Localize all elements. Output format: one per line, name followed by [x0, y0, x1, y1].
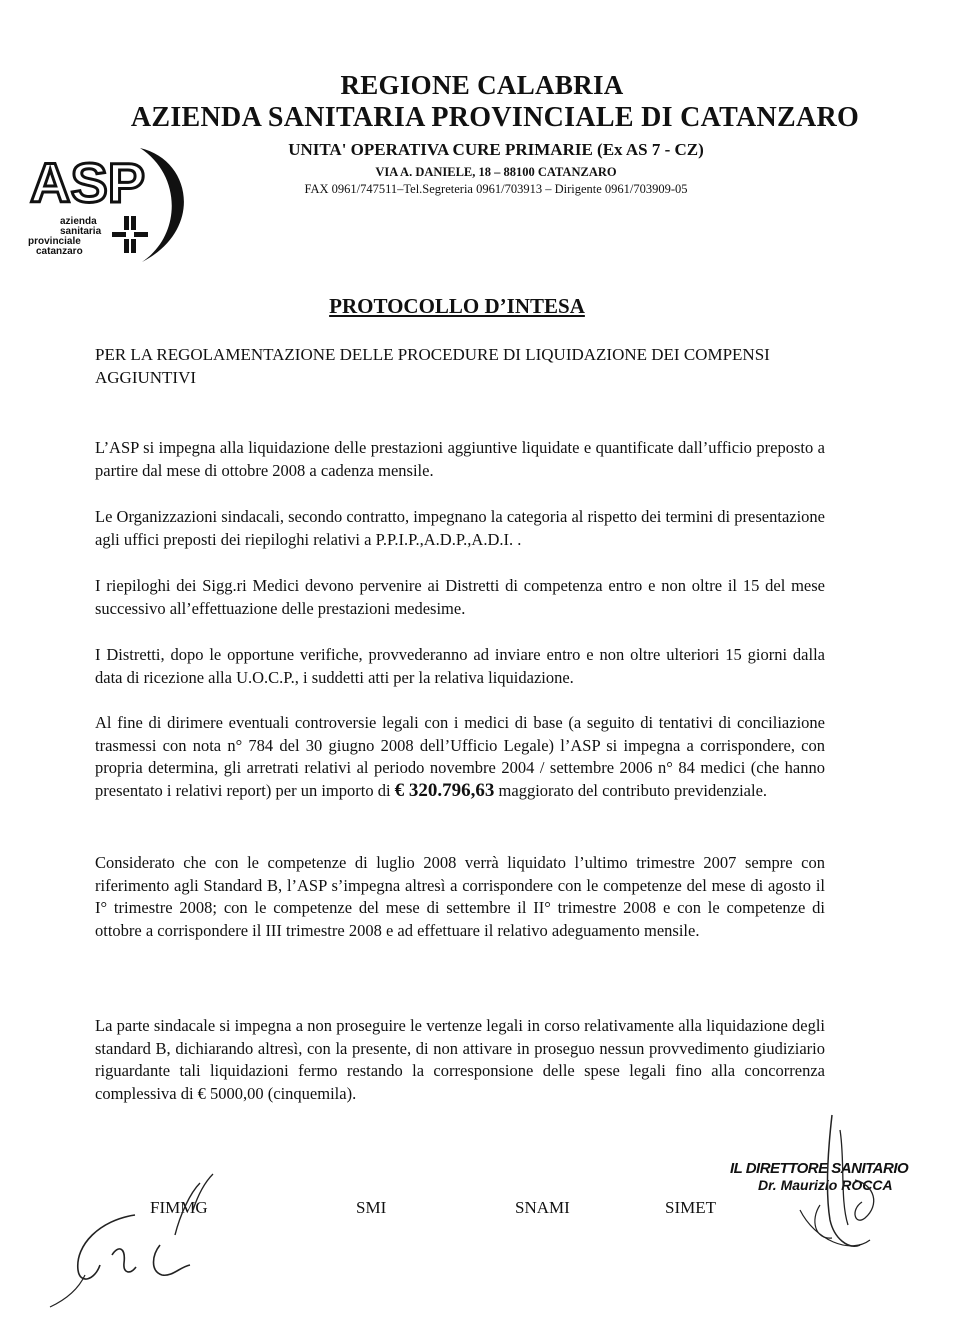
handwritten-signature-left — [40, 1175, 280, 1315]
logo-acronym: ASP — [30, 151, 146, 214]
logo-text-2: sanitaria — [60, 226, 102, 237]
header-agency: AZIENDA SANITARIA PROVINCIALE DI CATANZARO — [130, 102, 860, 133]
handwritten-signature-right — [770, 1110, 910, 1260]
amount-value: € 320.796,63 — [394, 779, 495, 801]
paragraph-5 — [95, 712, 825, 802]
header-unit: UNITA' OPERATIVA CURE PRIMARIE (Ex AS 7 - CZ) — [288, 140, 704, 159]
paragraph-4: I Distretti, dopo le opportune verifiche, provvederanno ad inviare entro e non oltre ulteriori 15 giorni dalla data di ricezione alla U.O.C.P., i suddetti atti per la relativa liquidazione. — [95, 645, 825, 687]
header-contacts: FAX 0961/747511–Tel.Segreteria 0961/703913 – Dirigente 0961/703909-05 — [304, 182, 688, 196]
asp-logo — [22, 140, 202, 265]
pen-mark — [185, 1170, 225, 1220]
signature-snami: SNAMI — [515, 1198, 570, 1217]
logo-text-3: provinciale — [28, 236, 81, 247]
signature-fimmg: FIMMG — [150, 1198, 208, 1217]
director-name: Dr. Maurizio ROCCA — [758, 1177, 893, 1193]
cross-icon — [112, 216, 148, 253]
header-address: VIA A. DANIELE, 18 – 88100 CATANZARO — [375, 165, 617, 179]
paragraph-5-text: Al fine di dirimere eventuali controversie legali con i medici di base (a seguito di tentativi di conciliazione trasmessi con nota n° 784 del 30 giugno 2008 dell’Ufficio Legale) l’ASP si impegna a corrispondere, con propria determina, gli arretrati relativi al periodo novembre 2004 / settembre 2006 n° 84 medici (che hanno presentato i relativi report) per un importo di — [95, 713, 825, 800]
paragraph-5-tail: maggiorato del contributo previdenziale. — [494, 780, 768, 800]
paragraph-2: Le Organizzazioni sindacali, secondo contratto, impegnano la categoria al rispetto dei termini di presentazione agli uffici preposti dei riepiloghi relativi a P.P.I.P.,A.D.P.,A.D.I. . — [95, 507, 825, 549]
paragraph-1: L’ASP si impegna alla liquidazione delle prestazioni aggiuntive liquidate e quantificate dall’ufficio preposto a partire dal mese di ottobre 2008 a cadenza mensile. — [95, 438, 825, 480]
signature-simet: SIMET — [665, 1198, 716, 1217]
logo-text-1: azienda — [60, 216, 97, 227]
logo-text-4: catanzaro — [36, 246, 83, 257]
signature-smi: SMI — [356, 1198, 387, 1217]
director-role: IL DIRETTORE SANITARIO — [730, 1160, 909, 1177]
paragraph-7: La parte sindacale si impegna a non proseguire le vertenze legali in corso relativamente alla liquidazione degli standard B, dichiarando altresì, con la presente, di non attivare in proseguo nessun provvedimento giudiziario riguardante tali liquidazioni fermo restando la corresponsione delle spese legali fino alla concorrenza complessiva di € 5000,00 (cinquemila). — [95, 1016, 825, 1103]
document-subtitle: PER LA REGOLAMENTAZIONE DELLE PROCEDURE DI LIQUIDAZIONE DEI COMPENSI AGGIUNTIVI — [95, 345, 770, 387]
paragraph-6: Considerato che con le competenze di luglio 2008 verrà liquidato l’ultimo trimestre 2007 sempre con riferimento agli Standard B, l’ASP s’impegna altresì a corrispondere con le competenze del mese di agosto il I° trimestre 2008; con le competenze del mese di settembre il II° trimestre 2008 e con le competenze di ottobre a corrispondere il III trimestre 2008 e ad effettuare il relativo adeguamento mensile. — [95, 853, 825, 940]
header-region: REGIONE CALABRIA — [340, 70, 624, 100]
document-title: PROTOCOLLO D’INTESA — [329, 294, 585, 318]
paragraph-3: I riepiloghi dei Sigg.ri Medici devono pervenire ai Distretti di competenza entro e non oltre il 15 del mese successivo all’effettuazione delle prestazioni medesime. — [95, 576, 825, 618]
